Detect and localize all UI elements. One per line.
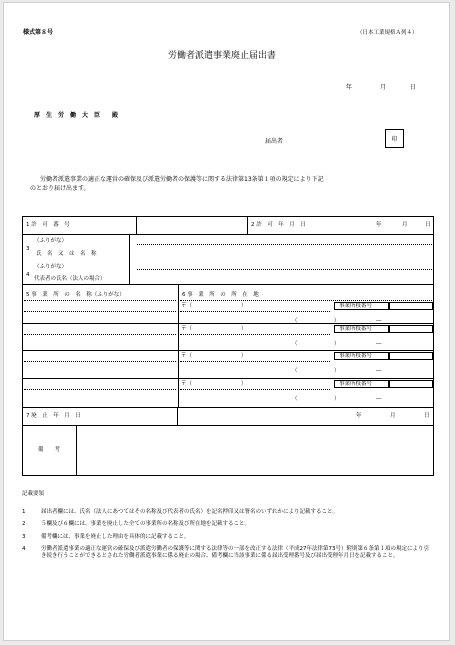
- office-name-header-dotline: [24, 300, 176, 301]
- form-title: 労働者派遣事業廃止届出書: [168, 51, 277, 61]
- instruction-item: [22, 521, 434, 528]
- addressee: 厚 生 労 働 大 臣 殿: [34, 112, 119, 119]
- permit-number-label: 1 許 可 番 号: [26, 222, 70, 228]
- closure-date-year: 年: [356, 413, 362, 419]
- remarks-label: 備 考: [38, 447, 61, 453]
- permit-number-field[interactable]: [137, 217, 247, 234]
- form-number: 様式第８号: [23, 29, 54, 36]
- permit-date-month: 月: [402, 222, 408, 228]
- office-name-field[interactable]: [24, 389, 176, 390]
- closure-date-field[interactable]: [178, 408, 433, 425]
- instruction-item: [22, 546, 434, 568]
- applicant-label: 届出者: [265, 138, 284, 145]
- phone-area-open: （: [292, 318, 298, 324]
- instruction-number: 3: [22, 534, 26, 540]
- office-name-label: 5 事 業 所 の 名 称（ふりがな）: [26, 292, 125, 298]
- office-branch-number-field[interactable]: [389, 302, 433, 310]
- instruction-number: 4: [22, 546, 26, 552]
- office-name-field[interactable]: [24, 311, 176, 312]
- representative-furigana-label: （ふりがな）: [34, 264, 68, 270]
- permit-date-label: 2 許 可 年 月 日: [251, 222, 306, 228]
- date-year-label: 年: [346, 84, 353, 91]
- instruction-text: 届出者欄には、氏名（法人にあつてはその名称及び代表者の氏名）を記名押印又は署名のいずれかにより記載すること。: [41, 509, 339, 515]
- office-address-field[interactable]: [180, 389, 330, 390]
- phone-dash: ―: [376, 396, 382, 402]
- instructions-heading: 記載要領: [22, 491, 45, 497]
- instruction-text: 労働者派遣事業の適正な運営の確保及び派遣労働者の保護等に関する法律等の一部を改正する法律（平成27年法律第73号）附則第６条第１項の規定により引き続き行うことができるとされた労働者派遣事業に係る廃止の場合、備考欄に当該事業に係る届出受理番号及び届出受理年月日を記載すること。: [41, 546, 430, 559]
- phone-area-close: ）: [334, 396, 340, 402]
- phone-area-close: ）: [334, 341, 340, 347]
- office-address-field[interactable]: [180, 311, 330, 312]
- postal-code-open: 〒（: [181, 326, 193, 332]
- closure-date-month: 月: [390, 413, 396, 419]
- representative-label: 代表者の氏名（法人の場合）: [34, 276, 106, 282]
- instruction-number: 1: [22, 509, 26, 515]
- permit-date-year: 年: [376, 222, 382, 228]
- instruction-text: ５欄及び６欄には、事業を廃止した全ての事業所の名称及び所在地を記載すること。: [41, 521, 251, 527]
- name-furigana-field[interactable]: [137, 244, 432, 245]
- office-branch-number-field[interactable]: [389, 352, 433, 360]
- paper-standard: （日本工業規格Ａ列４）: [357, 30, 418, 36]
- form-page: [3, 2, 450, 641]
- phone-area-open: （: [292, 341, 298, 347]
- phone-area-close: ）: [334, 368, 340, 374]
- postal-code-open: 〒（: [181, 353, 193, 359]
- postal-code-open: 〒（: [181, 381, 193, 387]
- postal-code-close: ）: [241, 381, 247, 387]
- office-branch-number-label: 事業所枝番号: [334, 352, 389, 360]
- name-label: 氏 名 又 は 名 称: [36, 251, 97, 257]
- postal-code-close: ）: [241, 303, 247, 309]
- permit-date-day: 日: [425, 222, 431, 228]
- phone-area-open: （: [292, 396, 298, 402]
- phone-area-open: （: [292, 368, 298, 374]
- phone-area-close: ）: [334, 318, 340, 324]
- instruction-item: [22, 509, 434, 516]
- date-month-label: 月: [380, 84, 387, 91]
- office-branch-number-label: 事業所枝番号: [334, 325, 389, 333]
- office-name-field[interactable]: [24, 334, 176, 335]
- phone-dash: ―: [376, 318, 382, 324]
- body-text-line1: 労働者派遣事業の適正な運営の確保及び派遣労働者の保護等に関する法律第13条第１項の規定により下記: [40, 176, 324, 183]
- seal-box[interactable]: [385, 129, 404, 148]
- office-branch-number-field[interactable]: [389, 325, 433, 333]
- phone-dash: ―: [376, 368, 382, 374]
- office-address-field[interactable]: [180, 361, 330, 362]
- postal-code-open: 〒（: [181, 303, 193, 309]
- name-field-number: 3: [26, 246, 30, 252]
- office-branch-number-label: 事業所枝番号: [334, 302, 389, 310]
- date-day-label: 日: [410, 84, 417, 91]
- office-address-label: 6 事 業 所 の 所 在 地: [182, 292, 259, 298]
- postal-code-close: ）: [241, 326, 247, 332]
- remarks-field[interactable]: [77, 426, 433, 475]
- phone-dash: ―: [376, 341, 382, 347]
- office-address-header-dotline: [180, 300, 432, 301]
- postal-code-close: ）: [241, 353, 247, 359]
- closure-date-day: 日: [424, 413, 430, 419]
- office-branch-number-label: 事業所枝番号: [334, 380, 389, 388]
- office-address-field[interactable]: [180, 334, 330, 335]
- closure-date-label: 7 廃 止 年 月 日: [26, 413, 81, 419]
- name-furigana-label: （ふりがな）: [34, 238, 68, 244]
- instruction-text: 備考欄には、事業を廃止した理由を具体的に記載すること。: [41, 534, 190, 540]
- seal-label: 印: [391, 136, 398, 143]
- instruction-number: 2: [22, 521, 26, 527]
- representative-field-number: 4: [26, 272, 30, 278]
- office-branch-number-field[interactable]: [389, 380, 433, 388]
- instruction-item: [22, 534, 434, 541]
- body-text-line2: のとおり届け出ます。: [30, 185, 90, 192]
- representative-furigana-field[interactable]: [137, 269, 432, 270]
- office-name-field[interactable]: [24, 361, 176, 362]
